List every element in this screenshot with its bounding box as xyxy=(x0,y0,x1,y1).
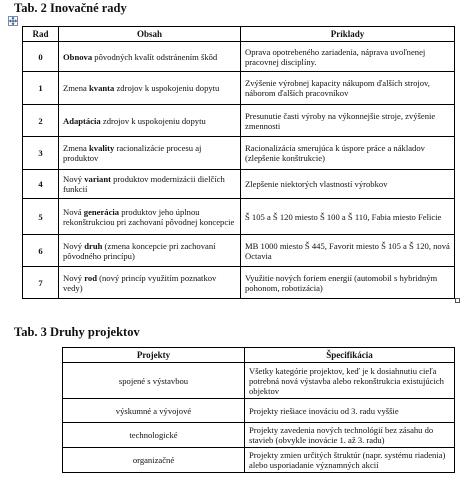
example-cell: Presunutie časti výroby na výkonnejšie stroje, zvýšenie zmennosti xyxy=(241,105,455,137)
rad-cell: 3 xyxy=(23,137,59,170)
table-move-handle-icon[interactable] xyxy=(8,16,18,26)
innovation-orders-table xyxy=(22,26,455,299)
content-text: Zmena xyxy=(63,143,90,153)
example-cell: Zlepšenie niektorých vlastností výrobkov xyxy=(241,170,455,199)
rad-cell: 2 xyxy=(23,105,59,137)
key-term: generácia xyxy=(83,206,120,217)
project-cell: organizačné xyxy=(63,448,245,473)
table-row xyxy=(23,42,455,72)
project-cell: spojené s výstavbou xyxy=(63,363,245,399)
table-row xyxy=(23,267,455,299)
column-header: Rad xyxy=(23,27,59,42)
column-header: Špecifikácia xyxy=(245,348,455,363)
content-cell xyxy=(59,199,241,235)
table-resize-handle[interactable] xyxy=(455,298,460,303)
column-header: Projekty xyxy=(63,348,245,363)
specification-cell: Projekty zmien určitých štruktúr (napr. systému riadenia) alebo usporiadanie významných akcií xyxy=(245,448,455,473)
project-cell: výskumné a vývojové xyxy=(63,399,245,423)
table-row xyxy=(23,170,455,199)
content-cell xyxy=(59,235,241,267)
table-title: Tab. 3 Druhy projektov xyxy=(14,325,140,339)
table-row xyxy=(23,235,455,267)
column-header: Príklady xyxy=(241,27,455,42)
example-cell: MB 1000 miesto Š 445, Favorit miesto Š 105 a Š 120, nová Octavia xyxy=(241,235,455,267)
key-term: variant xyxy=(84,174,111,184)
content-cell xyxy=(59,267,241,299)
content-cell xyxy=(59,170,241,199)
project-cell: technologické xyxy=(63,423,245,448)
rad-cell: 7 xyxy=(23,267,59,299)
content-text: zdrojov k uspokojeniu dopytu xyxy=(114,83,220,93)
example-cell: Š 105 a Š 120 miesto Š 100 a Š 110, Fabia miesto Felicie xyxy=(241,199,455,235)
example-cell: Zvýšenie výrobnej kapacity nákupom ďalších strojov, náborom ďalších pracovníkov xyxy=(241,72,455,105)
table-row xyxy=(23,199,455,235)
rad-cell: 6 xyxy=(23,235,59,267)
content-text: Zmena xyxy=(63,83,90,93)
example-cell: Využitie nových foriem energií (automobil s hybridným pohonom, robotizácia) xyxy=(241,267,455,299)
content-text: (nový princíp využitím poznatkov vedy) xyxy=(63,272,217,293)
rad-cell: 5 xyxy=(23,199,59,235)
rad-cell: 1 xyxy=(23,72,59,105)
content-text: Nový xyxy=(63,174,85,184)
content-text: racionalizácie procesu aj produktov xyxy=(63,143,202,163)
key-term: kvanta xyxy=(89,83,115,93)
key-term: Obnova xyxy=(63,51,93,62)
example-cell: Oprava opotrebeného zariadenia, náprava uvoľnenej pracovnej disciplíny. xyxy=(241,42,455,72)
table-header-row xyxy=(63,348,455,363)
content-cell xyxy=(59,105,241,137)
key-term: rod xyxy=(84,272,97,283)
content-cell xyxy=(59,42,241,72)
table-header-row xyxy=(23,27,455,42)
table-row xyxy=(23,105,455,137)
content-text: zdrojov k uspokojeniu dopytu xyxy=(100,115,206,126)
table-row xyxy=(63,423,455,448)
content-text: produktov jeho úplnou rekonštrukciou pri zachovaní pôvodnej koncepcie xyxy=(63,206,235,227)
project-types-table xyxy=(62,347,455,473)
table-row xyxy=(23,72,455,105)
table-row xyxy=(63,363,455,399)
column-header: Obsah xyxy=(59,27,241,42)
content-text: pôvodných kvalít odstránením škôd xyxy=(92,51,218,62)
table-row xyxy=(63,448,455,473)
specification-cell: Projekty riešiace inováciu od 3. radu vyššie xyxy=(245,399,455,423)
key-term: kvality xyxy=(89,143,115,153)
content-text: (zmena koncepcie pri zachovaní pôvodného princípu) xyxy=(63,240,216,261)
rad-cell: 4 xyxy=(23,170,59,199)
specification-cell: Projekty zavedenia nových technológií bez zásahu do stavieb (obvykle inovácie 1. až 3. radu) xyxy=(245,423,455,448)
table-row xyxy=(63,399,455,423)
content-text: Nový xyxy=(63,272,85,283)
content-cell xyxy=(59,137,241,170)
table-title: Tab. 2 Inovačné rady xyxy=(14,1,127,15)
example-cell: Racionalizácia smerujúca k úspore práce a nákladov (zlepšenie konštrukcie) xyxy=(241,137,455,170)
rad-cell: 0 xyxy=(23,42,59,72)
content-text: Nový xyxy=(63,240,85,251)
key-term: druh xyxy=(84,240,103,251)
key-term: Adaptácia xyxy=(63,115,101,126)
table-row xyxy=(23,137,455,170)
specification-cell: Všetky kategórie projektov, keď je k dosiahnutiu cieľa potrebná nová výstavba alebo rekonštrukcia existujúcich objektov xyxy=(245,363,455,399)
content-text: produktov modernizácii dielčích funkcií xyxy=(63,174,225,194)
content-cell xyxy=(59,72,241,105)
content-text: Nová xyxy=(63,206,84,217)
